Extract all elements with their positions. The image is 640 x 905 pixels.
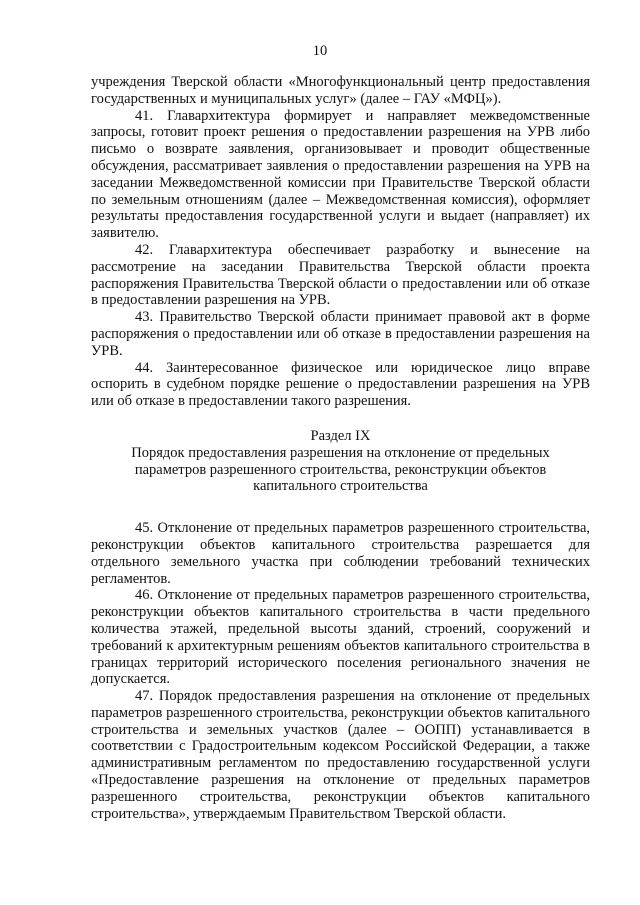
document-body (91, 74, 590, 822)
paragraph-41: 41. Главархитектура формирует и направляет межведомственные запросы, готовит проект решения о предоставлении разрешения на УРВ либо письмо о возврате заявления, организовывает и проводит общественные обсуждения, рассматривает заявления о предоставлении разрешения на УРВ на заседании Межведомственной комиссии при Правительстве Тверской области по земельным отношениям (далее – Межведомственная комиссия), оформляет результаты предоставления государственной услуги и выдает (направляет) их заявителю. (91, 107, 590, 242)
paragraph-continuation: учреждения Тверской области «Многофункциональный центр предоставления государственных и муниципальных услуг» (далее – ГАУ «МФЦ»). (91, 74, 590, 107)
section-label: Раздел IX (310, 427, 371, 444)
paragraph-46: 46. Отклонение от предельных параметров разрешенного строительства, реконструкции объектов капитального строительства в части предельного количества этажей, предельной высоты зданий, строений, сооружений и требований к архитектурным решениям объектов капитального строительства в границах территорий исторического поселения регионального значения не допускается. (91, 587, 590, 688)
page-number: 10 (312, 43, 328, 59)
paragraph-45: 45. Отклонение от предельных параметров разрешенного строительства, реконструкции объектов капитального строительства разрешается для отдельного земельного участка при соблюдении требований технических регламентов. (91, 520, 590, 587)
paragraph-47: 47. Порядок предоставления разрешения на отклонение от предельных параметров разрешенного строительства, реконструкции объектов капитального строительства и земельных участков (далее – ООПП) устанавливается в соответствии с Градостроительным кодексом Российской Федерации, а также административным регламентом по предоставлению государственной услуги «Предоставление разрешения на отклонение от предельных параметров разрешенного строительства, реконструкции объектов капитального строительства», утверждаемым Правительством Тверской области. (91, 688, 590, 822)
paragraph-43: 43. Правительство Тверской области принимает правовой акт в форме распоряжения о предоставлении или об отказе в предоставлении разрешения на УРВ. (91, 309, 590, 359)
paragraph-44: 44. Заинтересованное физическое или юридическое лицо вправе оспорить в судебном порядке решение о предоставлении разрешения на УРВ или об отказе в предоставлении такого разрешения. (91, 359, 590, 410)
paragraph-42: 42. Главархитектура обеспечивает разработку и вынесение на рассмотрение на заседании Правительства Тверской области проекта распоряжения Правительства Тверской области о предоставлении или об отказе в предоставлении разрешения на УРВ. (91, 241, 590, 309)
section-title: Порядок предоставления разрешения на отклонение от предельных параметров разрешенного строительства, реконструкции объектов капитального строительства (131, 444, 550, 495)
